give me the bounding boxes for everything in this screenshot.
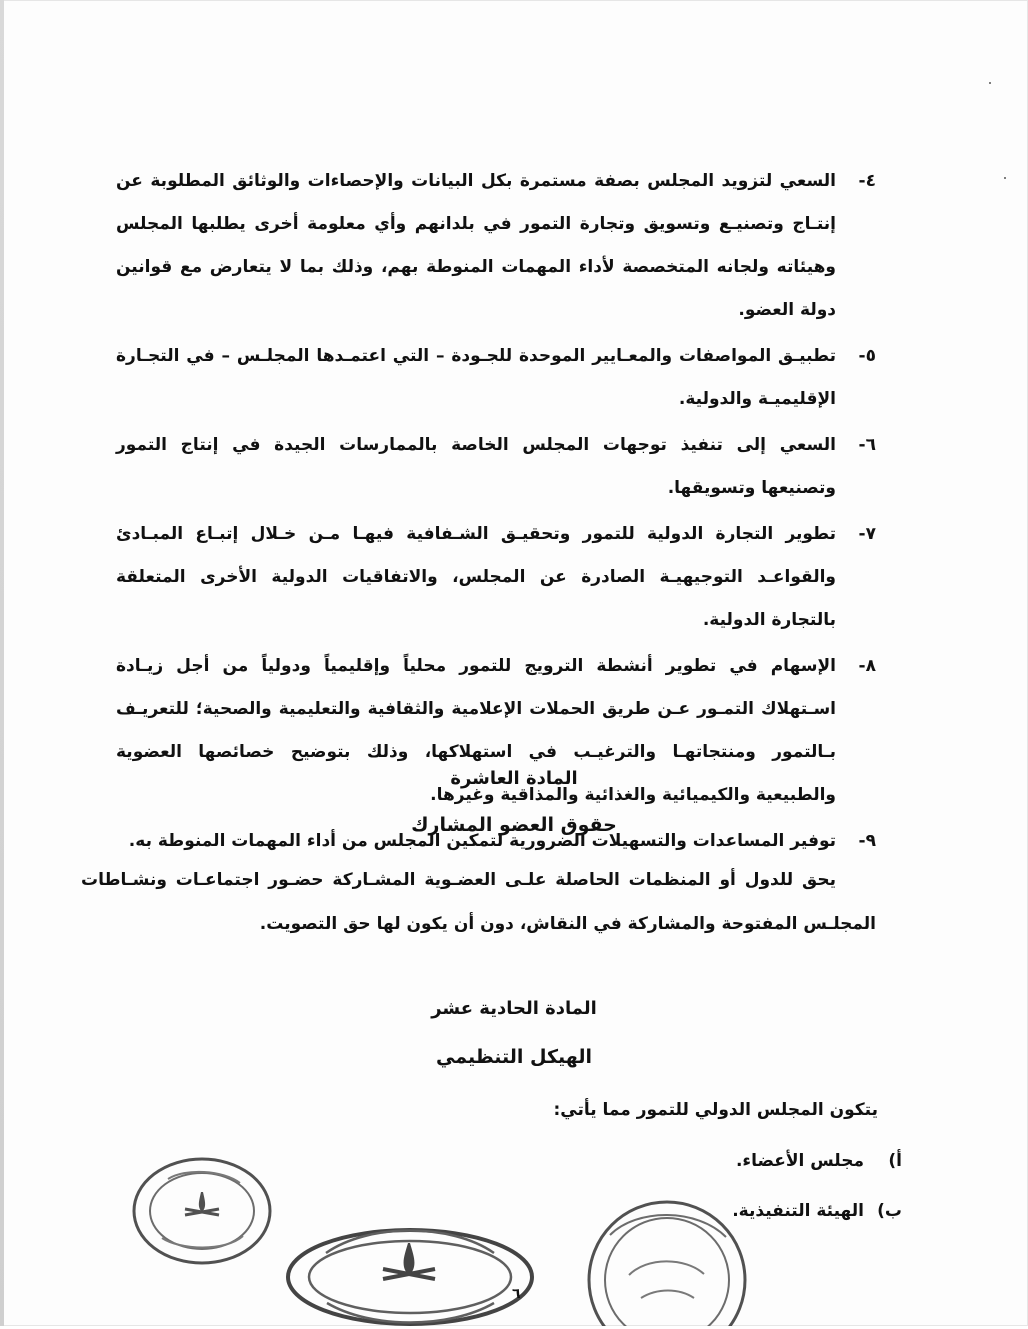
item-number: ٦- bbox=[858, 435, 876, 455]
official-stamp-right bbox=[575, 1192, 760, 1326]
scan-edge bbox=[0, 0, 4, 1326]
numbered-items bbox=[116, 160, 876, 866]
item-number: ٧- bbox=[858, 524, 876, 544]
scan-dot bbox=[989, 82, 991, 84]
item-text: الإسهام في تطوير أنشطة الترويج للتمور محلياً وإقليمياً ودولياً من أجل زيـادة اسـتهلاك التمـور عـن طريق الحملات الإعلامية والثقافية والتعليمية والصحية؛ للتعريـف بـالتمور ومنتجاتهـا والترغيـب في استهلاكها، وذلك بتوضيح خصائصها العضوية والطبيعية والكيميائية والغذائية والمذاقية وغيرها. bbox=[116, 656, 836, 805]
item-text: توفير المساعدات والتسهيلات الضرورية لتمكين المجلس من أداء المهمات المنوطة به. bbox=[128, 831, 836, 851]
official-stamp-center bbox=[283, 1221, 537, 1329]
item-number: ٨- bbox=[858, 656, 876, 676]
item-number: ٤- bbox=[858, 171, 876, 191]
item-text: تطبيـق المواصفات والمعـايير الموحدة للجـودة – التي اعتمـدها المجلـس – في التجـارة الإقليميـة والدولية. bbox=[116, 346, 836, 409]
subitem-text: الهيئة التنفيذية. bbox=[732, 1201, 864, 1221]
list-item bbox=[116, 335, 876, 421]
article-10-title: المادة العاشرة bbox=[450, 768, 578, 789]
item-number: ٩- bbox=[858, 831, 876, 851]
article-11-title: المادة الحادية عشر bbox=[431, 998, 597, 1019]
list-item bbox=[202, 1136, 902, 1186]
subitem-text: مجلس الأعضاء. bbox=[735, 1151, 864, 1171]
item-text: السعي إلى تنفيذ توجهات المجلس الخاصة بالممارسات الجيدة في إنتاج التمور وتصنيعها وتسويقها. bbox=[116, 435, 836, 498]
item-number: ٥- bbox=[858, 346, 876, 366]
item-text: تطوير التجارة الدولية للتمور وتحقيـق الشـفافية فيهـا مـن خـلال إتبـاع المبـادئ والقواعـد التوجيهيـة الصادرة عن المجلس، والاتفاقيات الدولية الأخرى المتعلقة بالتجارة الدولية. bbox=[116, 524, 836, 630]
article-10-subtitle: حقوق العضو المشارك bbox=[411, 814, 617, 836]
page-number: ٦ bbox=[512, 1286, 521, 1302]
list-item bbox=[116, 424, 876, 510]
article-11-intro: يتكون المجلس الدولي للتمور مما يأتي: bbox=[553, 1100, 878, 1120]
article-11-subtitle: الهيكل التنظيمي bbox=[436, 1046, 592, 1068]
list-item bbox=[116, 645, 876, 817]
list-item bbox=[116, 513, 876, 642]
official-stamp-left bbox=[127, 1148, 277, 1274]
article-10-text: يحق للدول أو المنظمات الحاصلة علـى العضـوية المشـاركة حضـور اجتماعـات ونشـاطات المجلـس المفتوحة والمشاركة في النقاش، دون أن يكون لها حق التصويت. bbox=[81, 870, 876, 934]
subitem-label: أ) bbox=[888, 1151, 902, 1171]
list-item bbox=[116, 160, 876, 332]
subitem-label: ب) bbox=[877, 1201, 902, 1221]
item-text: السعي لتزويد المجلس بصفة مستمرة بكل البيانات والإحصاءات والوثائق المطلوبة عن إنتـاج وتصنيـع وتسويق وتجارة التمور في بلدانهم وأي معلومة أخرى يطلبها المجلس وهيئاته ولجانه المتخصصة لأداء المهمات المنوطة بهم، وذلك بما لا يتعارض مع قوانين دولة العضو. bbox=[116, 171, 836, 320]
scan-dot bbox=[1004, 177, 1006, 179]
